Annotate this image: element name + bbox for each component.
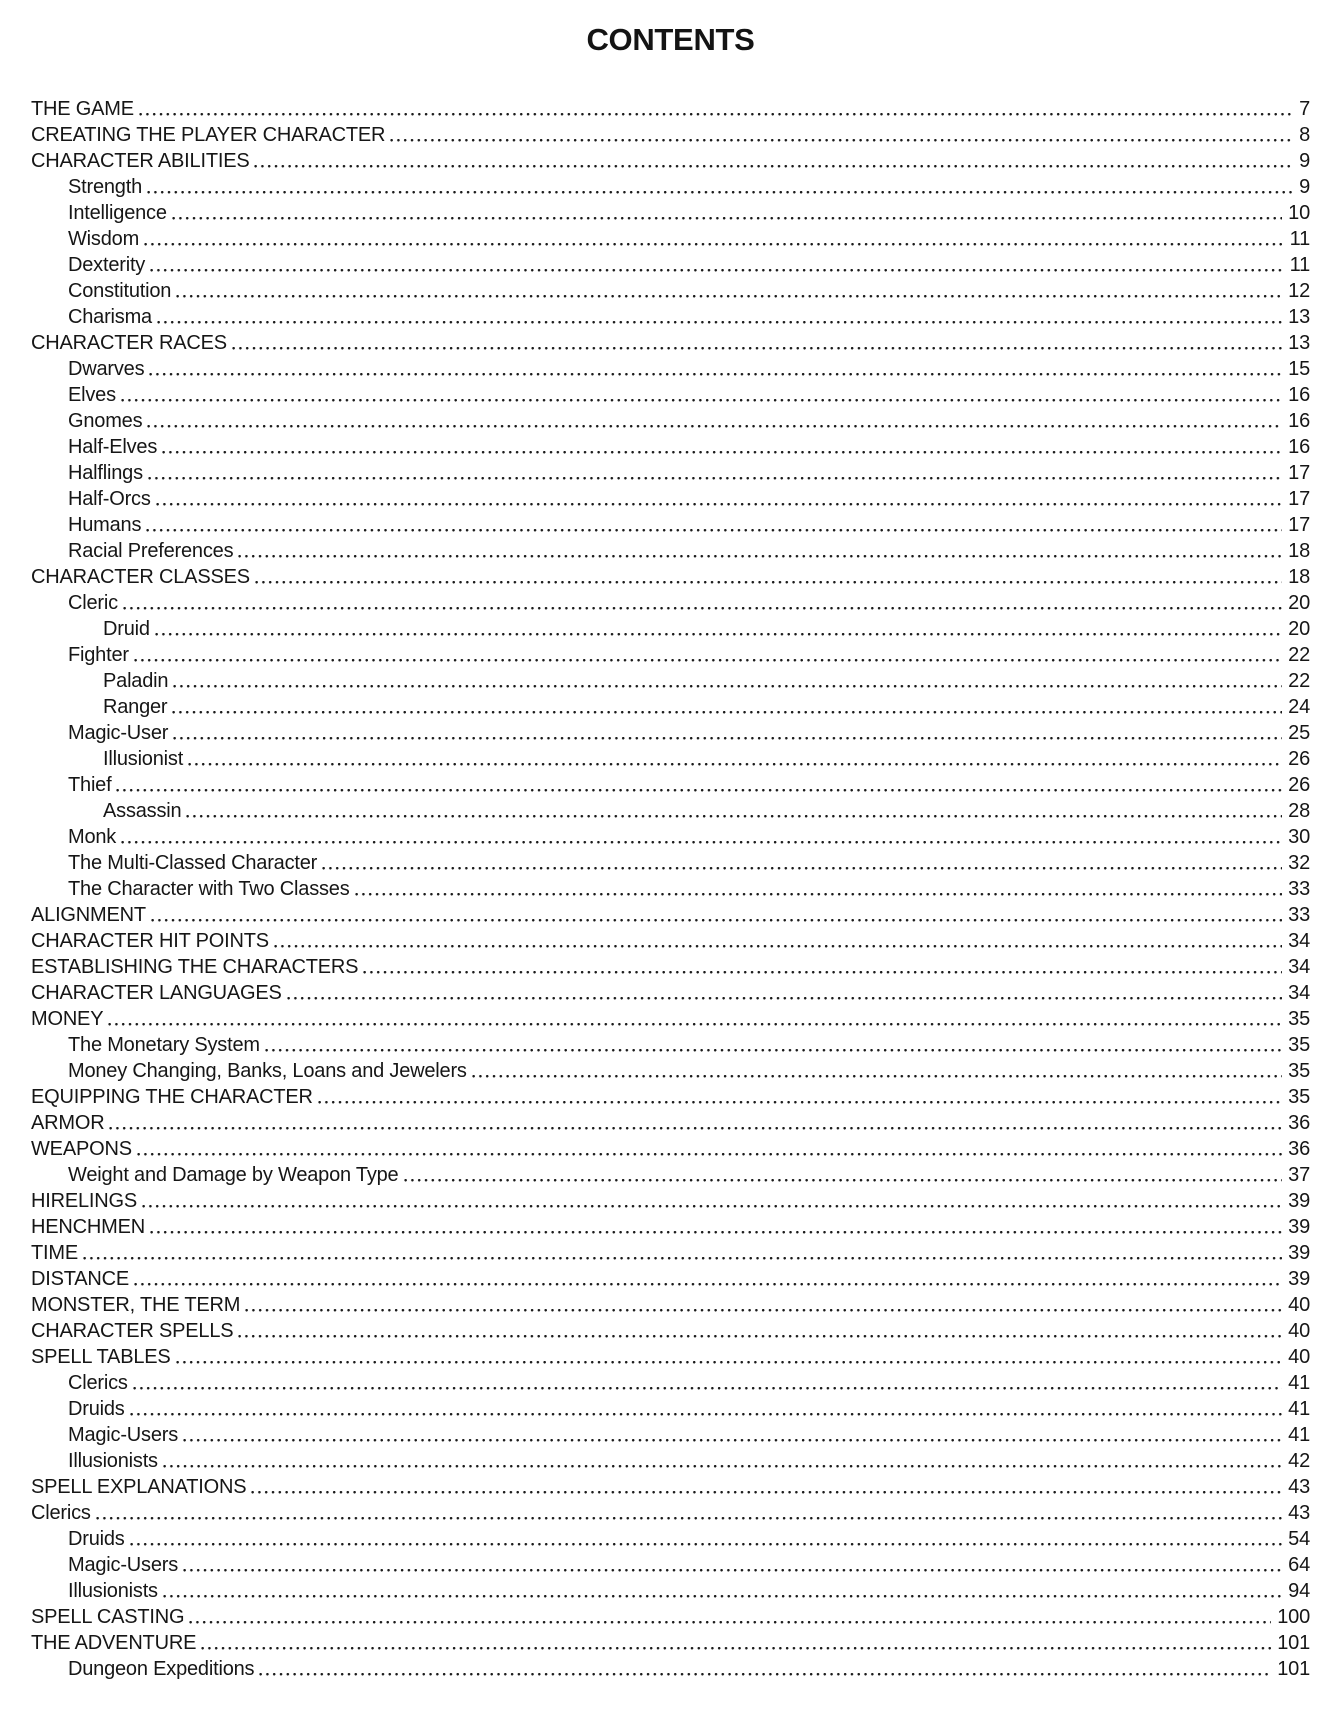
toc-entry-label: Constitution <box>68 280 172 302</box>
toc-entry <box>31 408 1310 434</box>
dot-leader <box>287 980 1282 1006</box>
toc-entry-page-number: 42 <box>1288 1450 1310 1472</box>
toc-entry-label: TIME <box>31 1242 78 1264</box>
toc-entry-label: Clerics <box>31 1502 91 1524</box>
toc-entry-label: Half-Orcs <box>68 488 151 510</box>
toc-entry <box>31 1136 1310 1162</box>
toc-entry-label: Illusionists <box>68 1450 158 1472</box>
toc-entry-page-number: 11 <box>1289 228 1310 250</box>
toc-entry <box>31 1084 1310 1110</box>
toc-entry <box>31 1370 1310 1396</box>
toc-entry-label: Cleric <box>68 592 118 614</box>
toc-entry <box>31 382 1310 408</box>
toc-entry-page-number: 33 <box>1288 878 1310 900</box>
toc-entry-label: Dwarves <box>68 358 145 380</box>
toc-entry <box>31 304 1310 330</box>
toc-entry-label: DISTANCE <box>31 1268 130 1290</box>
dot-leader <box>172 200 1282 226</box>
toc-entry-page-number: 43 <box>1288 1502 1310 1524</box>
dot-leader <box>163 1448 1282 1474</box>
toc-entry <box>31 824 1310 850</box>
toc-entry <box>31 1500 1310 1526</box>
toc-entry-label: CHARACTER SPELLS <box>31 1320 234 1342</box>
dot-leader <box>189 1604 1271 1630</box>
dot-leader <box>142 1188 1282 1214</box>
dot-leader <box>156 486 1282 512</box>
toc-entry-page-number: 40 <box>1288 1294 1310 1316</box>
toc-entry-label: Magic-Users <box>68 1424 179 1446</box>
toc-entry-label: Ranger <box>103 696 168 718</box>
toc-entry-label: CHARACTER HIT POINTS <box>31 930 269 952</box>
dot-leader <box>108 1006 1282 1032</box>
dot-leader <box>130 1396 1283 1422</box>
dot-leader <box>157 304 1282 330</box>
toc-entry-page-number: 30 <box>1288 826 1310 848</box>
toc-entry-page-number: 16 <box>1288 410 1310 432</box>
dot-leader <box>121 382 1282 408</box>
toc-entry-label: Illusionist <box>103 748 184 770</box>
toc-entry <box>31 642 1310 668</box>
toc-entry-label: MONEY <box>31 1008 104 1030</box>
toc-entry <box>31 1656 1310 1682</box>
toc-entry <box>31 174 1310 200</box>
dot-leader <box>150 1214 1282 1240</box>
toc-entry-page-number: 17 <box>1288 462 1310 484</box>
toc-entry-page-number: 39 <box>1288 1190 1310 1212</box>
toc-entry <box>31 278 1310 304</box>
toc-entry-page-number: 12 <box>1288 280 1310 302</box>
dot-leader <box>355 876 1283 902</box>
toc-entry-page-number: 36 <box>1288 1138 1310 1160</box>
toc-entry-page-number: 39 <box>1288 1268 1310 1290</box>
toc-entry-label: Monk <box>68 826 117 848</box>
toc-entry-page-number: 35 <box>1288 1008 1310 1030</box>
toc-entry-label: CHARACTER CLASSES <box>31 566 250 588</box>
toc-entry <box>31 694 1310 720</box>
toc-entry-label: Paladin <box>103 670 169 692</box>
toc-entry-label: The Monetary System <box>68 1034 260 1056</box>
toc-entry <box>31 538 1310 564</box>
toc-entry-page-number: 20 <box>1288 592 1310 614</box>
toc-entry-label: Dexterity <box>68 254 146 276</box>
toc-entry-label: THE GAME <box>31 98 134 120</box>
toc-entry <box>31 1344 1310 1370</box>
toc-entry <box>31 1604 1310 1630</box>
toc-entry-page-number: 17 <box>1288 514 1310 536</box>
dot-leader <box>137 1136 1282 1162</box>
toc-entry-label: Assassin <box>103 800 182 822</box>
toc-entry <box>31 226 1310 252</box>
toc-entry-label: ARMOR <box>31 1112 105 1134</box>
dot-leader <box>238 1318 1282 1344</box>
toc-entry-page-number: 34 <box>1288 956 1310 978</box>
toc-entry-page-number: 11 <box>1289 254 1310 276</box>
toc-entry-label: WEAPONS <box>31 1138 132 1160</box>
toc-entry-label: EQUIPPING THE CHARACTER <box>31 1086 313 1108</box>
toc-entry-page-number: 34 <box>1288 982 1310 1004</box>
toc-entry <box>31 876 1310 902</box>
toc-entry-page-number: 25 <box>1288 722 1310 744</box>
toc-entry <box>31 486 1310 512</box>
dot-leader <box>201 1630 1271 1656</box>
toc-entry <box>31 1006 1310 1032</box>
toc-entry-label: Wisdom <box>68 228 140 250</box>
dot-leader <box>183 1422 1282 1448</box>
toc-entry <box>31 798 1310 824</box>
toc-entry-page-number: 40 <box>1288 1346 1310 1368</box>
toc-list <box>31 96 1310 1682</box>
toc-entry-page-number: 39 <box>1288 1242 1310 1264</box>
toc-entry <box>31 746 1310 772</box>
dot-leader <box>139 96 1293 122</box>
toc-entry <box>31 434 1310 460</box>
dot-leader <box>123 590 1282 616</box>
dot-leader <box>322 850 1282 876</box>
dot-leader <box>238 538 1282 564</box>
toc-entry-page-number: 9 <box>1299 150 1310 172</box>
dot-leader <box>162 434 1282 460</box>
toc-entry <box>31 1110 1310 1136</box>
toc-entry <box>31 1422 1310 1448</box>
toc-entry-label: SPELL TABLES <box>31 1346 171 1368</box>
toc-entry-page-number: 18 <box>1288 540 1310 562</box>
toc-entry-label: CHARACTER ABILITIES <box>31 150 250 172</box>
dot-leader <box>83 1240 1282 1266</box>
dot-leader <box>151 902 1282 928</box>
dot-leader <box>96 1500 1282 1526</box>
toc-entry-page-number: 100 <box>1277 1606 1310 1628</box>
toc-entry-page-number: 43 <box>1288 1476 1310 1498</box>
toc-entry <box>31 1032 1310 1058</box>
toc-entry <box>31 902 1310 928</box>
toc-entry-label: Magic-User <box>68 722 169 744</box>
dot-leader <box>133 1370 1282 1396</box>
dot-leader <box>144 226 1284 252</box>
toc-entry-page-number: 101 <box>1277 1658 1310 1680</box>
dot-leader <box>147 174 1293 200</box>
toc-entry <box>31 1474 1310 1500</box>
toc-entry-page-number: 35 <box>1288 1060 1310 1082</box>
toc-entry-page-number: 26 <box>1288 774 1310 796</box>
toc-entry <box>31 1552 1310 1578</box>
dot-leader <box>265 1032 1282 1058</box>
dot-leader <box>147 408 1282 434</box>
dot-leader <box>259 1656 1271 1682</box>
toc-entry <box>31 954 1310 980</box>
toc-entry-label: Strength <box>68 176 143 198</box>
toc-entry <box>31 148 1310 174</box>
toc-entry-page-number: 41 <box>1288 1372 1310 1394</box>
toc-entry <box>31 460 1310 486</box>
dot-leader <box>176 278 1282 304</box>
toc-entry-page-number: 15 <box>1288 358 1310 380</box>
toc-entry-label: ALIGNMENT <box>31 904 146 926</box>
toc-entry-label: Dungeon Expeditions <box>68 1658 255 1680</box>
toc-entry <box>31 200 1310 226</box>
toc-entry-page-number: 28 <box>1288 800 1310 822</box>
toc-entry-page-number: 101 <box>1277 1632 1310 1654</box>
toc-entry-label: HENCHMEN <box>31 1216 145 1238</box>
toc-entry <box>31 1396 1310 1422</box>
toc-entry-label: MONSTER, THE TERM <box>31 1294 241 1316</box>
dot-leader <box>173 720 1282 746</box>
dot-leader <box>134 1266 1282 1292</box>
toc-entry-page-number: 16 <box>1288 436 1310 458</box>
dot-leader <box>255 564 1282 590</box>
toc-entry-page-number: 18 <box>1288 566 1310 588</box>
toc-entry-page-number: 24 <box>1288 696 1310 718</box>
dot-leader <box>251 1474 1282 1500</box>
toc-entry-label: The Character with Two Classes <box>68 878 350 900</box>
toc-entry-label: SPELL CASTING <box>31 1606 185 1628</box>
toc-entry-label: Money Changing, Banks, Loans and Jewelers <box>68 1060 467 1082</box>
dot-leader <box>173 668 1282 694</box>
toc-entry-label: Half-Elves <box>68 436 158 458</box>
toc-entry-page-number: 35 <box>1288 1034 1310 1056</box>
toc-entry-page-number: 10 <box>1288 202 1310 224</box>
dot-leader <box>172 694 1282 720</box>
toc-entry-page-number: 54 <box>1288 1528 1310 1550</box>
toc-entry-page-number: 36 <box>1288 1112 1310 1134</box>
toc-entry-label: Druid <box>103 618 150 640</box>
toc-entry-page-number: 13 <box>1288 332 1310 354</box>
toc-entry-page-number: 26 <box>1288 748 1310 770</box>
toc-entry <box>31 96 1310 122</box>
dot-leader <box>318 1084 1282 1110</box>
dot-leader <box>404 1162 1283 1188</box>
toc-entry <box>31 1526 1310 1552</box>
toc-entry <box>31 356 1310 382</box>
dot-leader <box>150 252 1284 278</box>
dot-leader <box>109 1110 1282 1136</box>
toc-entry-label: The Multi-Classed Character <box>68 852 318 874</box>
toc-entry <box>31 1292 1310 1318</box>
toc-entry-page-number: 94 <box>1288 1580 1310 1602</box>
dot-leader <box>188 746 1282 772</box>
dot-leader <box>149 356 1282 382</box>
dot-leader <box>245 1292 1282 1318</box>
toc-entry-label: Druids <box>68 1528 125 1550</box>
toc-entry-label: ESTABLISHING THE CHARACTERS <box>31 956 359 978</box>
toc-entry-label: THE ADVENTURE <box>31 1632 197 1654</box>
toc-entry-page-number: 9 <box>1299 176 1310 198</box>
toc-entry-label: Druids <box>68 1398 125 1420</box>
toc-entry <box>31 772 1310 798</box>
toc-entry <box>31 720 1310 746</box>
toc-entry-page-number: 37 <box>1288 1164 1310 1186</box>
toc-entry-page-number: 32 <box>1288 852 1310 874</box>
dot-leader <box>363 954 1282 980</box>
toc-entry <box>31 928 1310 954</box>
dot-leader <box>121 824 1282 850</box>
toc-entry <box>31 252 1310 278</box>
toc-entry-label: CREATING THE PLAYER CHARACTER <box>31 124 386 146</box>
toc-entry-page-number: 16 <box>1288 384 1310 406</box>
toc-entry-page-number: 34 <box>1288 930 1310 952</box>
dot-leader <box>183 1552 1282 1578</box>
toc-entry <box>31 1318 1310 1344</box>
toc-entry-page-number: 13 <box>1288 306 1310 328</box>
toc-entry-label: HIRELINGS <box>31 1190 138 1212</box>
toc-entry <box>31 1448 1310 1474</box>
toc-entry-label: Illusionists <box>68 1580 158 1602</box>
toc-entry-label: Elves <box>68 384 116 406</box>
toc-entry-label: Charisma <box>68 306 152 328</box>
toc-entry-page-number: 41 <box>1288 1398 1310 1420</box>
dot-leader <box>186 798 1282 824</box>
toc-entry-label: Intelligence <box>68 202 167 224</box>
toc-entry <box>31 1214 1310 1240</box>
toc-entry-label: Humans <box>68 514 142 536</box>
toc-entry <box>31 1058 1310 1084</box>
toc-entry-label: CHARACTER RACES <box>31 332 227 354</box>
toc-entry <box>31 1630 1310 1656</box>
dot-leader <box>148 460 1282 486</box>
dot-leader <box>146 512 1282 538</box>
toc-entry <box>31 564 1310 590</box>
toc-entry-page-number: 22 <box>1288 644 1310 666</box>
toc-entry-page-number: 20 <box>1288 618 1310 640</box>
toc-entry <box>31 668 1310 694</box>
toc-entry <box>31 980 1310 1006</box>
toc-entry-page-number: 22 <box>1288 670 1310 692</box>
toc-entry-page-number: 35 <box>1288 1086 1310 1108</box>
toc-entry-label: Halflings <box>68 462 143 484</box>
toc-entry <box>31 512 1310 538</box>
toc-entry-label: Gnomes <box>68 410 143 432</box>
toc-entry-label: CHARACTER LANGUAGES <box>31 982 282 1004</box>
toc-entry <box>31 850 1310 876</box>
toc-entry-label: Clerics <box>68 1372 128 1394</box>
toc-entry-label: SPELL EXPLANATIONS <box>31 1476 247 1498</box>
toc-entry-label: Racial Preferences <box>68 540 234 562</box>
dot-leader <box>134 642 1282 668</box>
toc-entry-page-number: 17 <box>1288 488 1310 510</box>
toc-entry <box>31 590 1310 616</box>
toc-entry <box>31 1266 1310 1292</box>
toc-entry <box>31 330 1310 356</box>
dot-leader <box>472 1058 1282 1084</box>
dot-leader <box>163 1578 1282 1604</box>
toc-entry <box>31 1188 1310 1214</box>
dot-leader <box>130 1526 1283 1552</box>
toc-entry <box>31 1240 1310 1266</box>
dot-leader <box>254 148 1293 174</box>
toc-entry-page-number: 41 <box>1288 1424 1310 1446</box>
dot-leader <box>155 616 1282 642</box>
dot-leader <box>274 928 1282 954</box>
toc-entry-page-number: 8 <box>1299 124 1310 146</box>
dot-leader <box>232 330 1282 356</box>
toc-entry-page-number: 64 <box>1288 1554 1310 1576</box>
dot-leader <box>176 1344 1283 1370</box>
toc-entry-page-number: 33 <box>1288 904 1310 926</box>
dot-leader <box>116 772 1282 798</box>
toc-entry <box>31 1578 1310 1604</box>
toc-entry-label: Weight and Damage by Weapon Type <box>68 1164 399 1186</box>
toc-entry-label: Fighter <box>68 644 129 666</box>
page-title: CONTENTS <box>586 22 755 57</box>
dot-leader <box>390 122 1293 148</box>
toc-entry-page-number: 39 <box>1288 1216 1310 1238</box>
toc-entry-label: Thief <box>68 774 112 796</box>
toc-entry <box>31 616 1310 642</box>
toc-entry <box>31 1162 1310 1188</box>
toc-entry <box>31 122 1310 148</box>
toc-entry-page-number: 40 <box>1288 1320 1310 1342</box>
toc-entry-label: Magic-Users <box>68 1554 179 1576</box>
toc-entry-page-number: 7 <box>1299 98 1310 120</box>
